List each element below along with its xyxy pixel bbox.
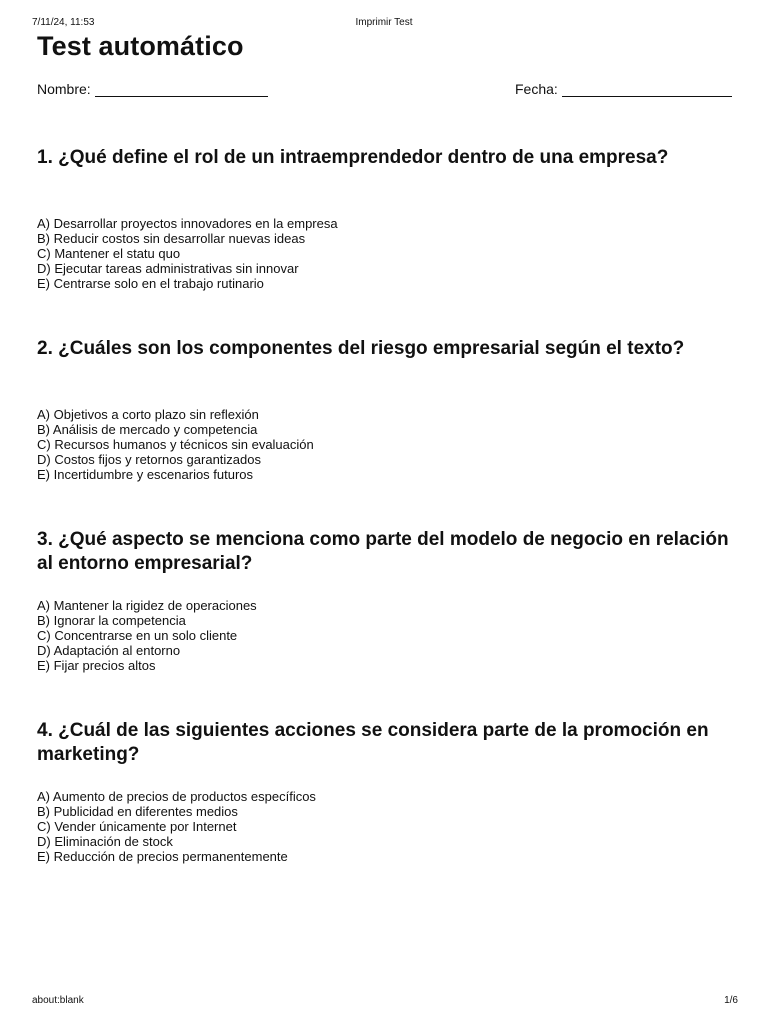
question-text: 3. ¿Qué aspecto se menciona como parte del modelo de negocio en relación al entorno empresarial? [37,529,729,574]
name-field [37,81,268,97]
question-text: 4. ¿Cuál de las siguientes acciones se considera parte de la promoción en marketing? [37,720,709,765]
option-list [37,789,737,864]
name-blank-line [95,82,268,97]
option-b: B) Publicidad en diferentes medios [37,804,238,819]
print-title: Imprimir Test [355,17,413,28]
date-blank-line [562,82,732,97]
option-b: B) Análisis de mercado y competencia [37,422,258,437]
option-list [37,598,737,673]
option-a: A) Aumento de precios de productos específicos [37,789,316,804]
option-c: C) Mantener el statu quo [37,246,181,261]
option-c: C) Vender únicamente por Internet [37,819,237,834]
option-c: C) Concentrarse en un solo cliente [37,628,238,643]
question-2 [37,337,737,528]
question-text: 2. ¿Cuáles son los componentes del riesgo empresarial según el texto? [37,338,685,359]
option-d: D) Adaptación al entorno [37,643,181,658]
option-list [37,216,737,291]
option-e: E) Incertidumbre y escenarios futuros [37,467,254,482]
option-b: B) Reducir costos sin desarrollar nuevas ideas [37,231,306,246]
option-a: A) Mantener la rigidez de operaciones [37,598,257,613]
question-1 [37,146,737,337]
date-field [515,81,732,97]
option-e: E) Reducción de precios permanentemente [37,849,288,864]
date-label: Fecha: [515,81,558,97]
option-list [37,407,737,482]
question-4 [37,719,737,910]
option-a: A) Desarrollar proyectos innovadores en la empresa [37,216,338,231]
option-d: D) Ejecutar tareas administrativas sin innovar [37,261,299,276]
print-url: about:blank [32,995,84,1006]
print-date: 7/11/24, 11:53 [32,17,95,28]
name-label: Nombre: [37,81,91,97]
page-number: 1/6 [724,995,738,1006]
option-e: E) Centrarse solo en el trabajo rutinario [37,276,264,291]
question-list [37,146,737,910]
option-d: D) Eliminación de stock [37,834,173,849]
option-c: C) Recursos humanos y técnicos sin evaluación [37,437,314,452]
option-a: A) Objetivos a corto plazo sin reflexión [37,407,259,422]
question-3 [37,528,737,719]
question-text: 1. ¿Qué define el rol de un intraemprendedor dentro de una empresa? [37,147,669,168]
page-title: Test automático [37,31,244,61]
option-d: D) Costos fijos y retornos garantizados [37,452,261,467]
option-e: E) Fijar precios altos [37,658,156,673]
option-b: B) Ignorar la competencia [37,613,186,628]
